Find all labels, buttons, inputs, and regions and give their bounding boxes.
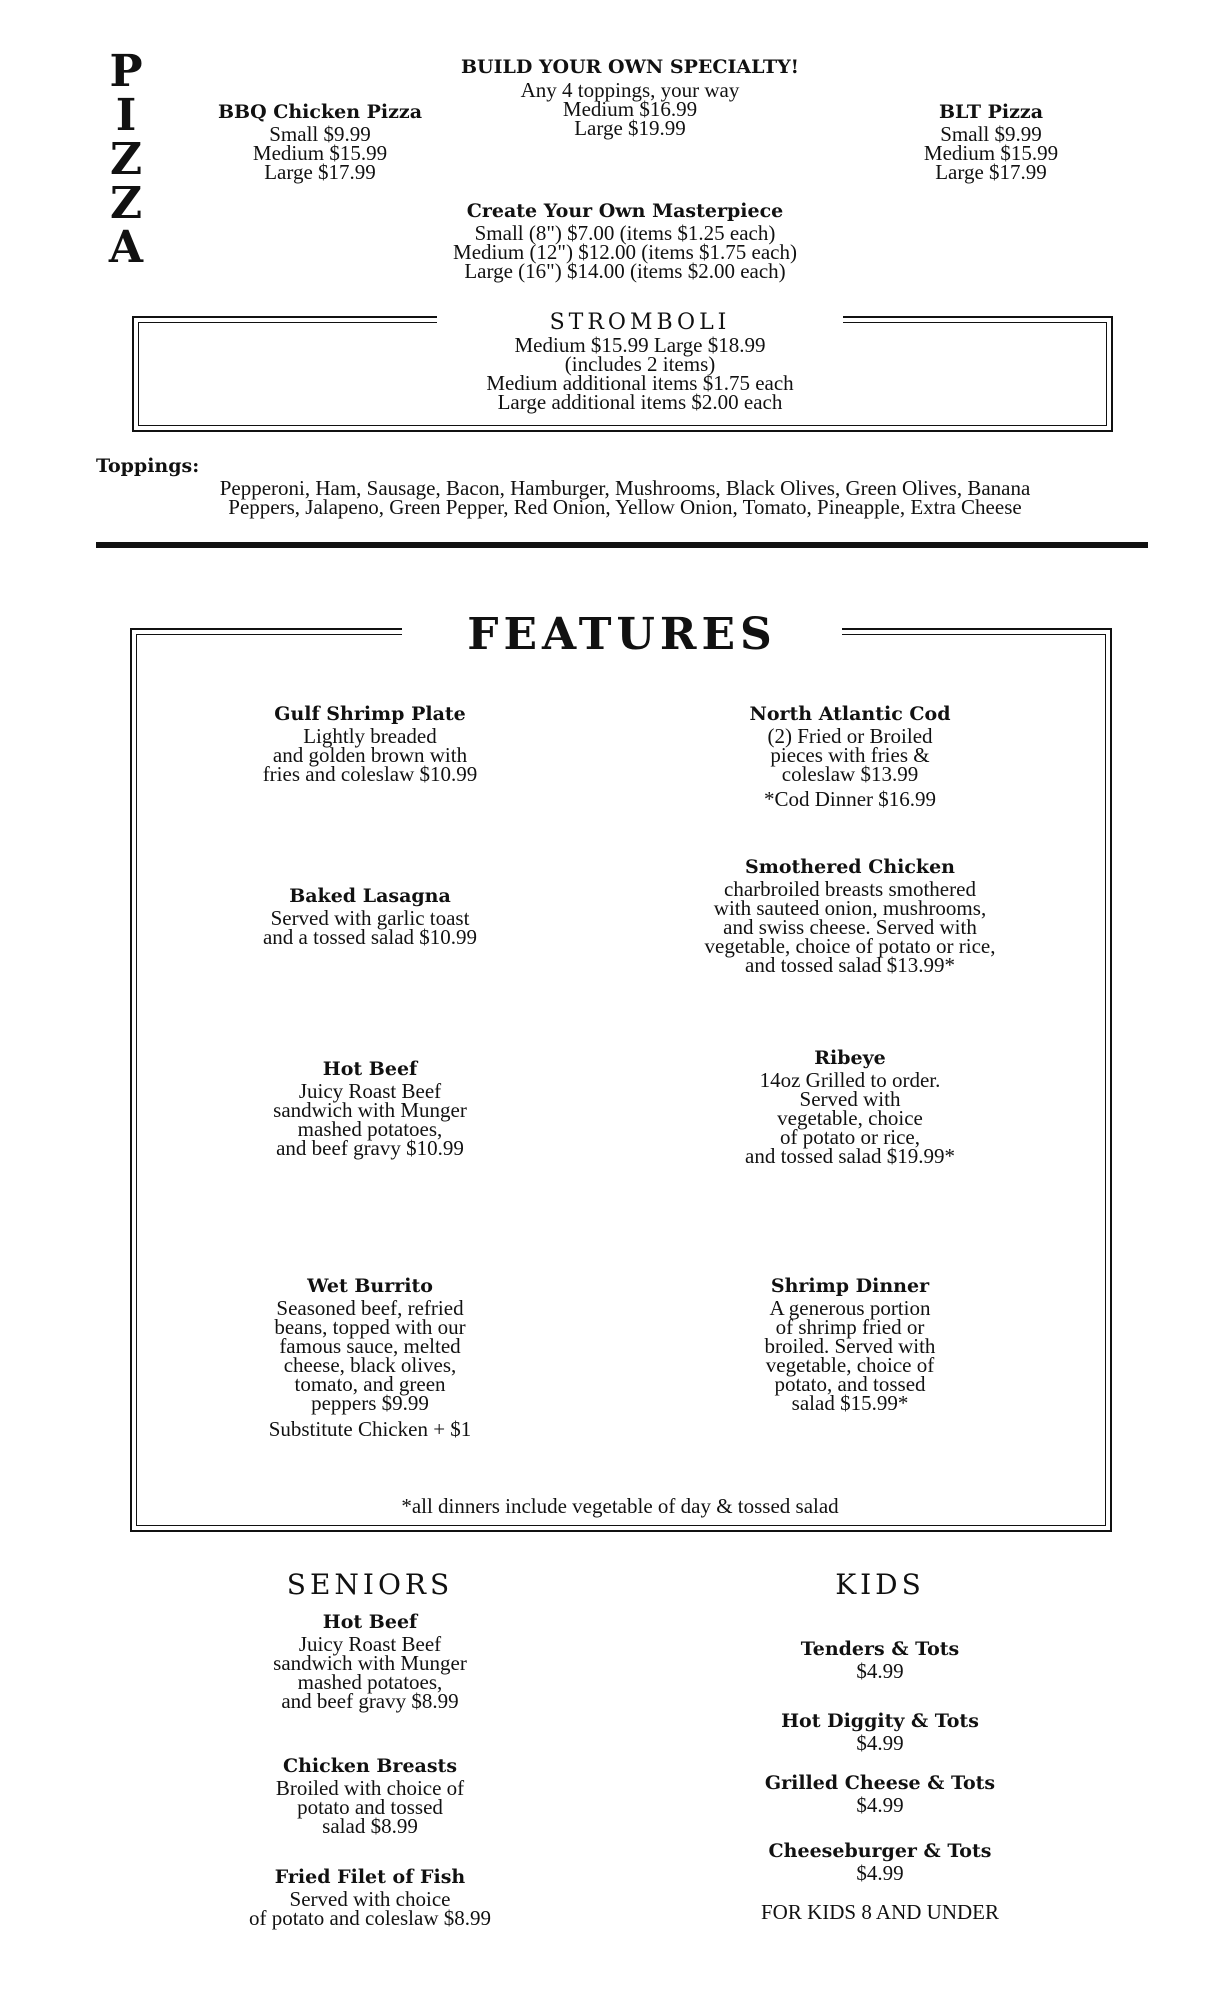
- senior-item-line: Juicy Roast Beef: [298, 1632, 442, 1656]
- feature-item: [200, 1058, 540, 1158]
- kids-item-title: Hot Diggity & Tots: [781, 1710, 979, 1732]
- pizza-letter: P: [109, 46, 143, 97]
- feature-line: charbroiled breasts smothered: [724, 877, 976, 901]
- stromboli-line: Large additional items $2.00 each: [497, 390, 783, 414]
- masterpiece-title: Create Your Own Masterpiece: [466, 200, 784, 222]
- kids-item-price: $4.99: [856, 1659, 904, 1683]
- bbq-line: Small $9.99: [269, 122, 371, 146]
- kids-item: [720, 1710, 1040, 1753]
- senior-item: [200, 1611, 540, 1711]
- senior-item-line: Broiled with choice of: [275, 1776, 465, 1800]
- toppings-line: Peppers, Jalapeno, Green Pepper, Red Onion, Yellow Onion, Tomato, Pineapple, Extra Cheese: [228, 495, 1022, 519]
- kids-item-title: Grilled Cheese & Tots: [764, 1772, 996, 1794]
- bbq-chicken-pizza-block: [200, 101, 440, 182]
- kids-age-note: FOR KIDS 8 AND UNDER: [760, 1900, 1000, 1924]
- feature-line: pieces with fries &: [770, 743, 930, 767]
- senior-item-title: Chicken Breasts: [282, 1755, 458, 1777]
- feature-line: and golden brown with: [272, 743, 468, 767]
- feature-line: salad $15.99*: [791, 1391, 909, 1415]
- feature-item: [670, 1047, 1030, 1166]
- feature-title: Wet Burrito: [307, 1275, 433, 1297]
- masterpiece-line: Small (8") $7.00 (items $1.25 each): [474, 221, 776, 245]
- bbq-title: BBQ Chicken Pizza: [217, 101, 423, 123]
- feature-line: of potato or rice,: [780, 1125, 920, 1149]
- feature-line: vegetable, choice of: [765, 1353, 935, 1377]
- features-footnote: *all dinners include vegetable of day & tossed salad: [401, 1494, 839, 1518]
- feature-title: North Atlantic Cod: [749, 703, 951, 725]
- senior-item-title: Fried Filet of Fish: [274, 1866, 466, 1888]
- blt-line: Small $9.99: [940, 122, 1042, 146]
- toppings-line: Pepperoni, Ham, Sausage, Bacon, Hamburger, Mushrooms, Black Olives, Green Olives, Banana: [219, 476, 1031, 500]
- stromboli-title: STROMBOLI: [549, 310, 731, 335]
- pizza-letter: A: [108, 222, 144, 273]
- feature-line: Lightly breaded: [303, 724, 437, 748]
- feature-line: and beef gravy $10.99: [276, 1136, 464, 1160]
- kids-item: [720, 1638, 1040, 1681]
- feature-item: [200, 885, 540, 947]
- masterpiece-line: Medium (12") $12.00 (items $1.75 each): [453, 240, 797, 264]
- kids-item-price: $4.99: [856, 1731, 904, 1755]
- feature-line: vegetable, choice of potato or rice,: [704, 934, 996, 958]
- feature-line: cheese, black olives,: [283, 1353, 457, 1377]
- senior-item-line: and beef gravy $8.99: [281, 1689, 459, 1713]
- specialty-line: Any 4 toppings, your way: [520, 78, 740, 102]
- stromboli-block: [420, 310, 860, 412]
- feature-line: Seasoned beef, refried: [276, 1296, 464, 1320]
- senior-item-line: Served with choice: [289, 1887, 451, 1911]
- feature-title: Hot Beef: [322, 1058, 418, 1080]
- senior-item-line: potato and tossed: [297, 1795, 443, 1819]
- kids-item-title: Tenders & Tots: [800, 1638, 960, 1660]
- bbq-line: Large $17.99: [264, 160, 376, 184]
- senior-item-line: sandwich with Munger: [273, 1651, 467, 1675]
- stromboli-line: Medium $15.99 Large $18.99: [514, 333, 766, 357]
- toppings-list: [130, 476, 1120, 519]
- blt-line: Large $17.99: [935, 160, 1047, 184]
- feature-line: Served with: [799, 1087, 901, 1111]
- specialty-title: BUILD YOUR OWN SPECIALTY!: [460, 56, 800, 78]
- feature-item: [670, 1275, 1030, 1413]
- feature-line: with sauteed onion, mushrooms,: [713, 896, 987, 920]
- feature-extra: *Cod Dinner $16.99: [763, 787, 937, 811]
- feature-title: Gulf Shrimp Plate: [274, 703, 466, 725]
- feature-title: Ribeye: [814, 1047, 886, 1069]
- feature-line: coleslaw $13.99: [781, 762, 919, 786]
- feature-line: vegetable, choice: [777, 1106, 923, 1130]
- feature-title: Baked Lasagna: [289, 885, 451, 907]
- stromboli-line: (includes 2 items): [564, 352, 716, 376]
- bbq-line: Medium $15.99: [252, 141, 388, 165]
- stromboli-line: Medium additional items $1.75 each: [486, 371, 794, 395]
- kids-item-price: $4.99: [856, 1793, 904, 1817]
- feature-item: [200, 703, 540, 784]
- feature-item: [670, 703, 1030, 809]
- kids-title: KIDS: [835, 1568, 925, 1601]
- feature-line: peppers $9.99: [311, 1391, 429, 1415]
- feature-line: beans, topped with our: [274, 1315, 466, 1339]
- toppings-label: Toppings:: [96, 455, 200, 477]
- masterpiece-block: [400, 200, 850, 281]
- feature-line: Served with garlic toast: [270, 906, 470, 930]
- kids-item: [720, 1772, 1040, 1815]
- kids-item-price: $4.99: [856, 1861, 904, 1885]
- feature-line: fries and coleslaw $10.99: [262, 762, 478, 786]
- pizza-letter: Z: [109, 134, 143, 185]
- feature-item: [200, 1275, 540, 1439]
- blt-pizza-block: [886, 101, 1096, 182]
- feature-line: and tossed salad $19.99*: [745, 1144, 955, 1168]
- section-divider: [96, 542, 1148, 548]
- specialty-line: Large $19.99: [574, 116, 686, 140]
- blt-title: BLT Pizza: [938, 101, 1044, 123]
- feature-title: Shrimp Dinner: [770, 1275, 930, 1297]
- feature-line: and a tossed salad $10.99: [262, 925, 478, 949]
- feature-line: sandwich with Munger: [273, 1098, 467, 1122]
- feature-line: of shrimp fried or: [775, 1315, 925, 1339]
- feature-line: potato, and tossed: [774, 1372, 926, 1396]
- feature-line: broiled. Served with: [764, 1334, 936, 1358]
- senior-item-title: Hot Beef: [322, 1611, 418, 1633]
- kids-item-title: Cheeseburger & Tots: [768, 1840, 992, 1862]
- feature-title: Smothered Chicken: [745, 856, 955, 878]
- feature-line: A generous portion: [769, 1296, 931, 1320]
- feature-line: and swiss cheese. Served with: [723, 915, 977, 939]
- pizza-vertical-heading: [104, 46, 148, 273]
- senior-item-line: of potato and coleslaw $8.99: [248, 1906, 492, 1930]
- feature-line: (2) Fried or Broiled: [767, 724, 933, 748]
- senior-item: [200, 1755, 540, 1836]
- feature-line: mashed potatoes,: [297, 1117, 443, 1141]
- features-title: FEATURES: [467, 609, 777, 660]
- senior-item-line: mashed potatoes,: [297, 1670, 443, 1694]
- feature-line: famous sauce, melted: [279, 1334, 461, 1358]
- feature-line: and tossed salad $13.99*: [745, 953, 955, 977]
- feature-line: 14oz Grilled to order.: [759, 1068, 941, 1092]
- blt-line: Medium $15.99: [923, 141, 1059, 165]
- specialty-pizza-block: [420, 56, 840, 138]
- feature-extra: Substitute Chicken + $1: [268, 1417, 472, 1441]
- masterpiece-line: Large (16") $14.00 (items $2.00 each): [464, 259, 786, 283]
- pizza-letter: I: [115, 90, 137, 141]
- senior-item-line: salad $8.99: [322, 1814, 418, 1838]
- pizza-letter: Z: [109, 178, 143, 229]
- kids-item: [720, 1840, 1040, 1883]
- senior-item: [190, 1866, 550, 1928]
- seniors-title: SENIORS: [286, 1568, 454, 1601]
- feature-item: [660, 856, 1040, 975]
- feature-line: Juicy Roast Beef: [298, 1079, 442, 1103]
- feature-line: tomato, and green: [294, 1372, 446, 1396]
- specialty-line: Medium $16.99: [562, 97, 698, 121]
